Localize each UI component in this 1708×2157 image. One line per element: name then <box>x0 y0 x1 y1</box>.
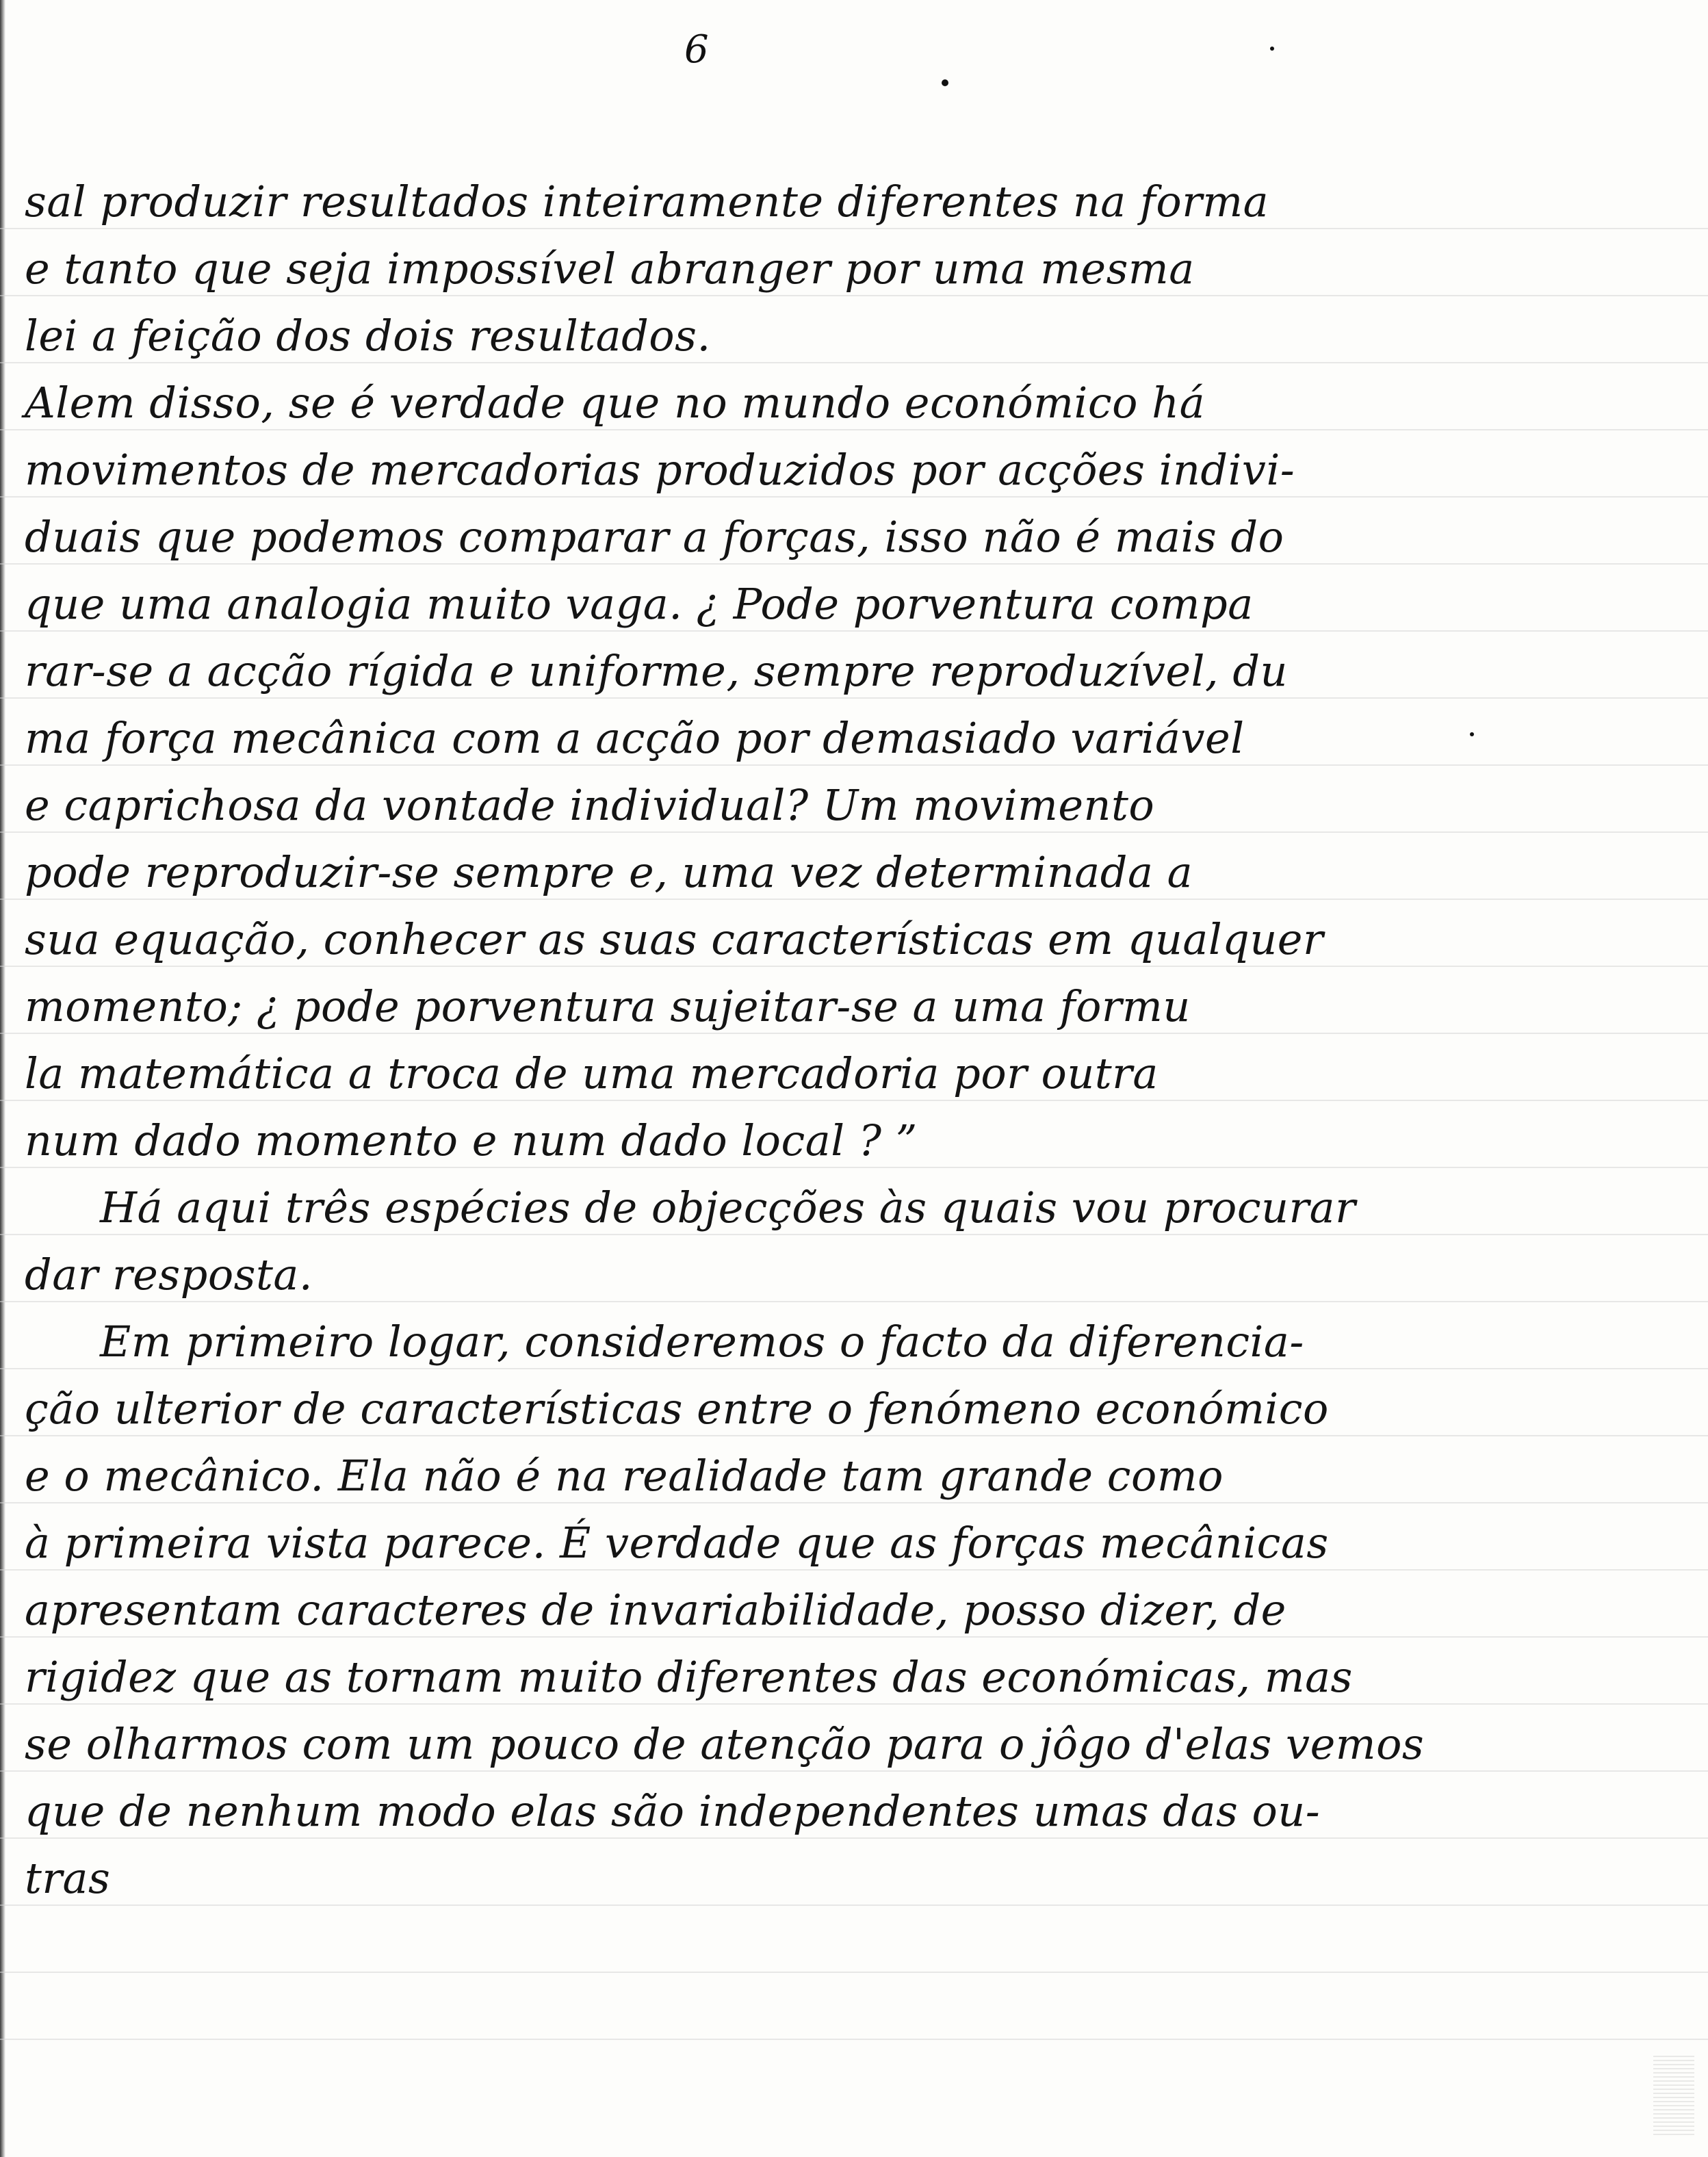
text-line: Há aqui três espécies de objecções às quais vou procurar <box>100 1183 1356 1232</box>
faint-rule <box>0 2039 1708 2040</box>
text-line: momento; ¿ pode porventura sujeitar-se a uma formu <box>25 981 1191 1031</box>
text-line: Alem disso, se é verdade que no mundo económico há <box>25 378 1206 428</box>
scan-noise <box>1653 2053 1694 2135</box>
faint-rule <box>0 1972 1708 1973</box>
text-line: apresentam caracteres de invariabilidade, posso dizer, de <box>25 1585 1286 1635</box>
text-line: movimentos de mercadorias produzidos por acções indivi- <box>25 445 1295 495</box>
text-line: tras <box>25 1853 111 1903</box>
text-line: que uma analogia muito vaga. ¿ Pode porventura compa <box>25 579 1254 629</box>
text-line: dar resposta. <box>25 1250 313 1300</box>
handwritten-text <box>25 168 1425 1912</box>
text-line: ma força mecânica com a acção por demasiado variável <box>25 713 1245 763</box>
text-line: sal produzir resultados inteiramente diferentes na forma <box>25 177 1269 227</box>
ink-speck <box>1470 732 1474 736</box>
text-line: ção ulterior de características entre o fenómeno económico <box>25 1384 1329 1434</box>
ink-speck <box>1270 47 1274 51</box>
text-line: e o mecânico. Ela não é na realidade tam grande como <box>25 1451 1224 1501</box>
text-line: la matemática a troca de uma mercadoria por outra <box>25 1048 1159 1098</box>
text-line: e caprichosa da vontade individual? Um movimento <box>25 780 1155 830</box>
text-line: à primeira vista parece. É verdade que as forças mecânicas <box>25 1518 1329 1568</box>
text-line: lei a feição dos dois resultados. <box>25 311 711 361</box>
text-line: e tanto que seja impossível abranger por uma mesma <box>25 244 1195 294</box>
page-number: 6 <box>684 27 709 72</box>
scan-left-edge <box>0 0 5 2157</box>
text-line: duais que podemos comparar a forças, isso não é mais do <box>25 512 1284 562</box>
text-line: Em primeiro logar, consideremos o facto da diferencia- <box>100 1317 1304 1367</box>
text-line: num dado momento e num dado local ? ” <box>25 1115 918 1165</box>
text-line: que de nenhum modo elas são independentes umas das ou- <box>25 1786 1321 1836</box>
text-line: rigidez que as tornam muito diferentes das económicas, mas <box>25 1652 1353 1702</box>
text-line: sua equação, conhecer as suas características em qualquer <box>25 914 1324 964</box>
text-line: pode reproduzir-se sempre e, uma vez determinada a <box>25 847 1193 897</box>
text-line: rar-se a acção rígida e uniforme, sempre reproduzível, du <box>25 646 1288 696</box>
text-line: se olharmos com um pouco de atenção para o jôgo d'elas vemos <box>25 1719 1425 1769</box>
ink-speck <box>942 79 948 86</box>
